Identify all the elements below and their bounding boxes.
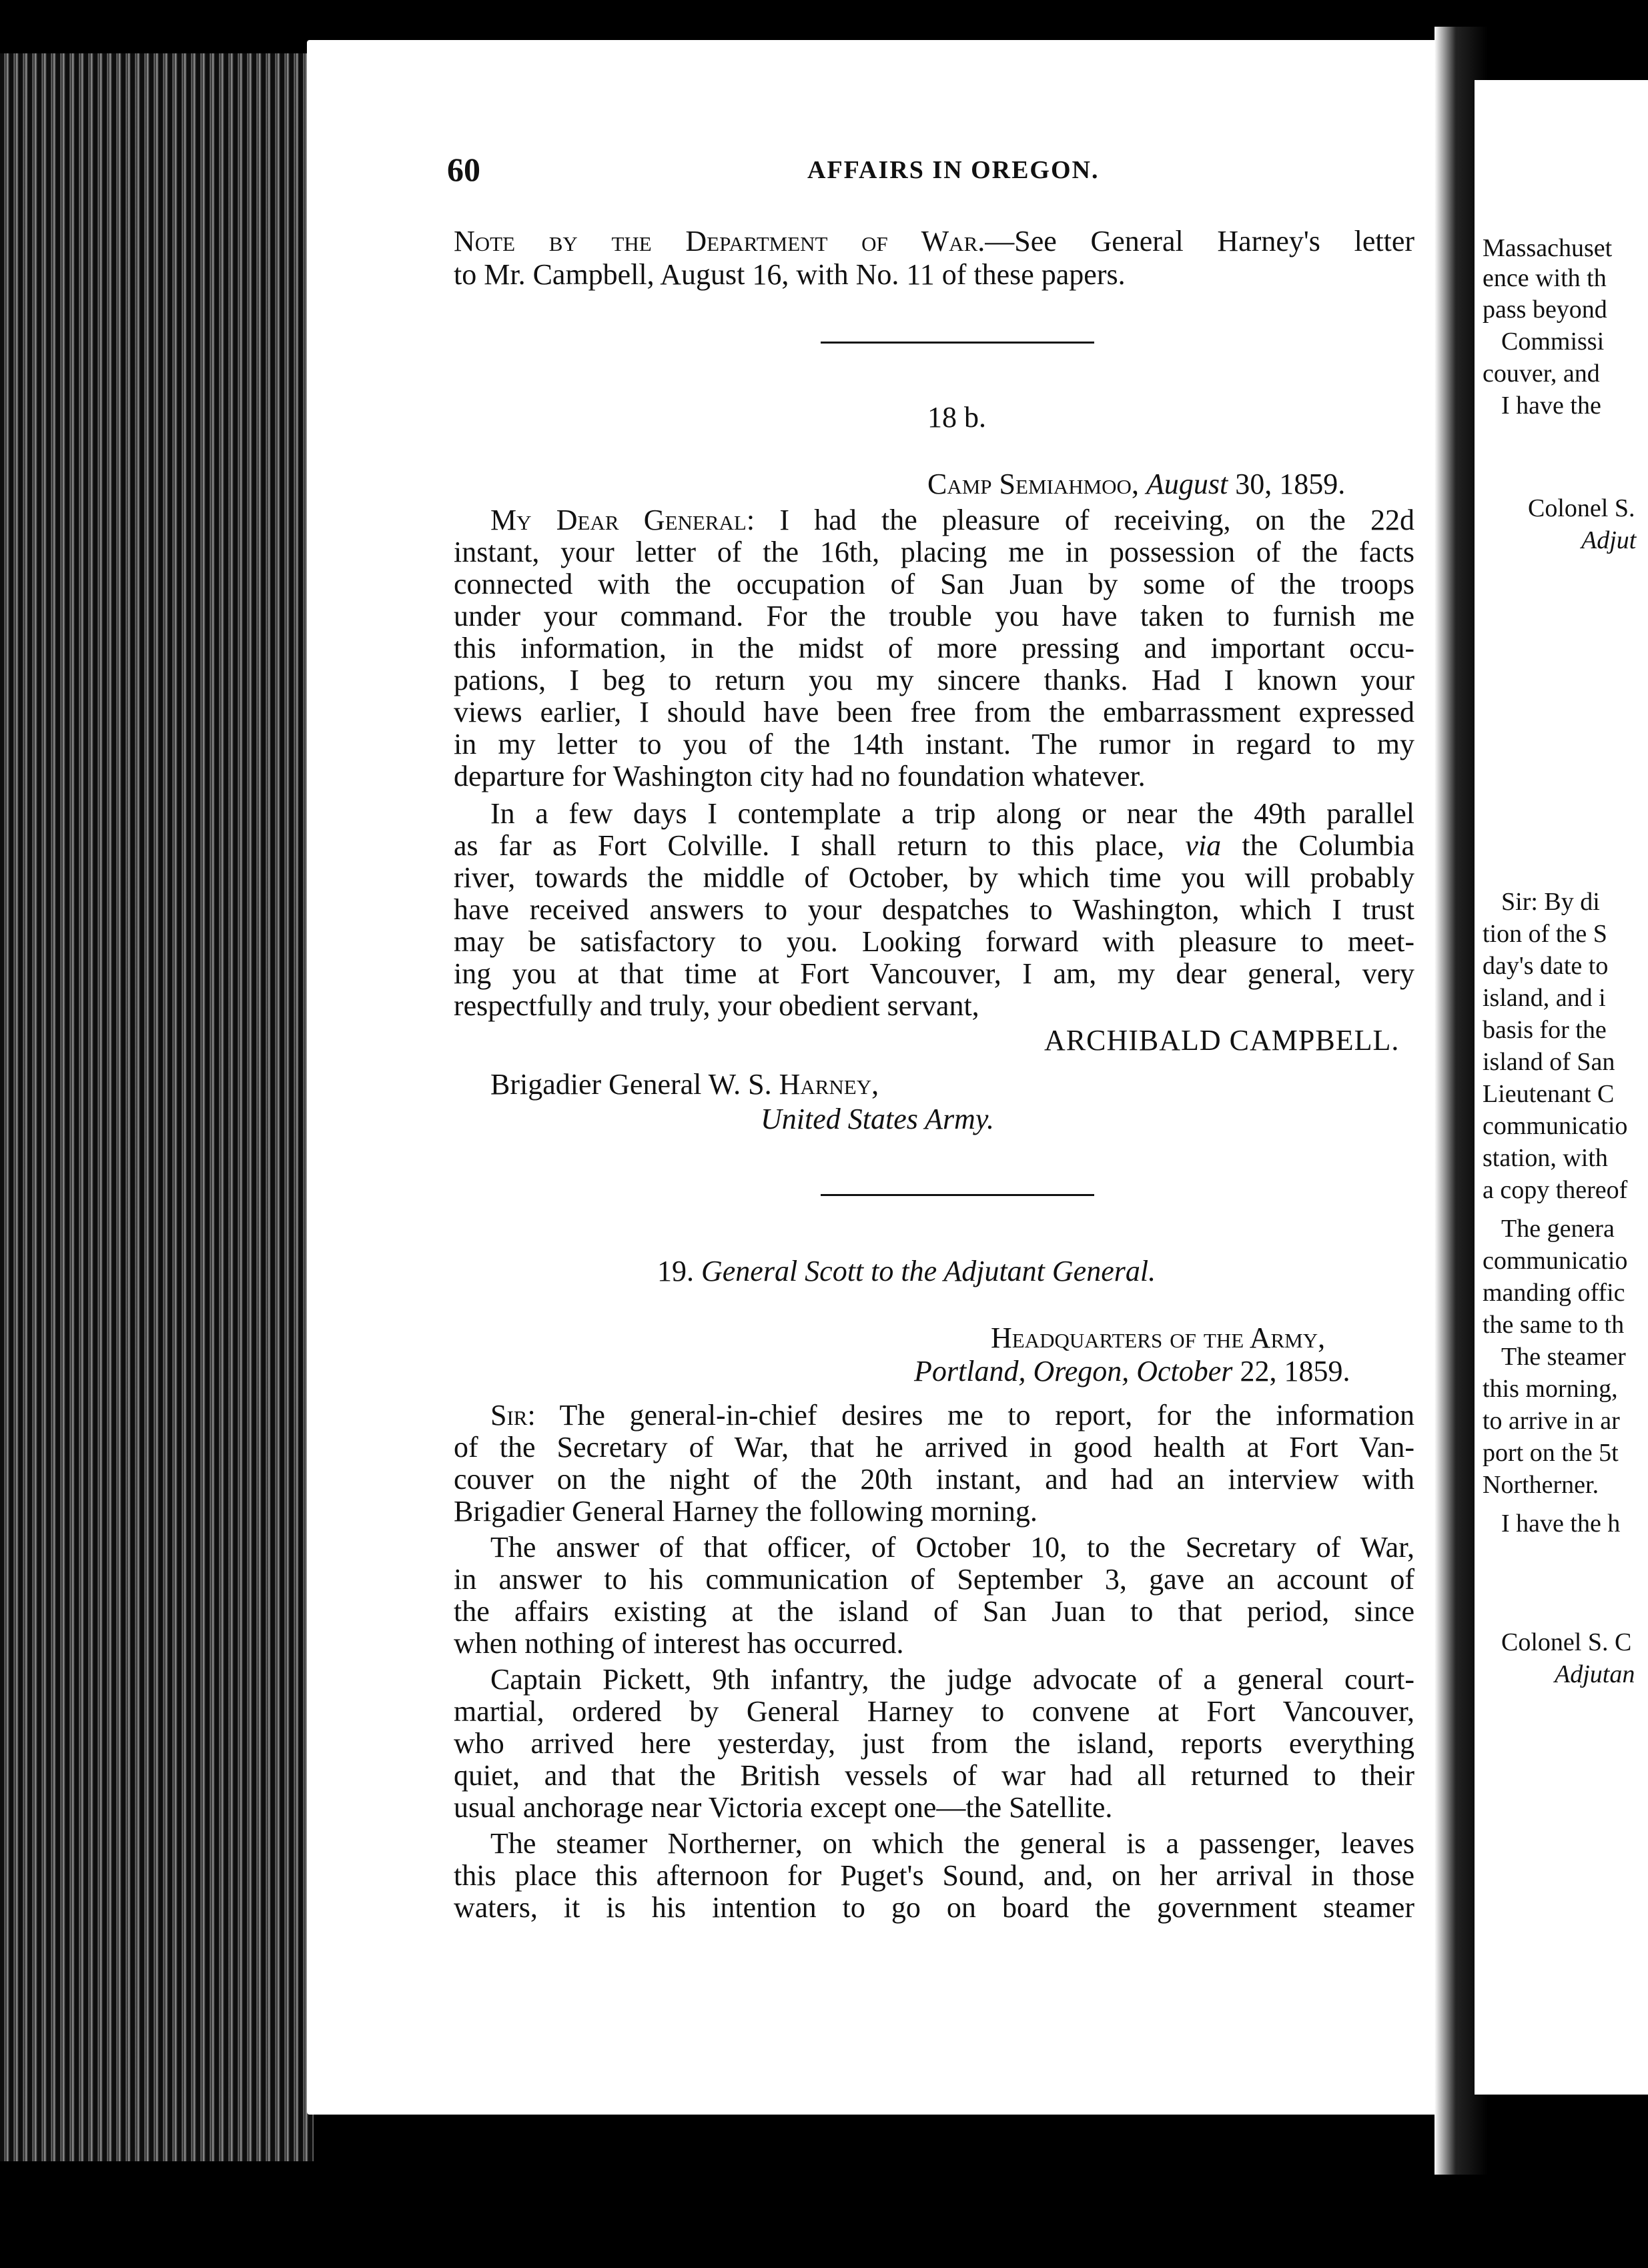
facing-line: communicatio: [1483, 1112, 1628, 1140]
facing-line: Colonel S. C: [1501, 1628, 1632, 1656]
paragraph-line: departure for Washington city had no foundation whatever.: [454, 760, 1146, 792]
facing-line: Adjut: [1581, 526, 1637, 554]
paragraph-line: In a few days I contemplate a trip along or near the 49th parallel: [490, 797, 1414, 830]
facing-line: basis for the: [1483, 1016, 1607, 1044]
facing-line: a copy thereof: [1483, 1176, 1628, 1204]
facing-line: Commissi: [1501, 328, 1605, 356]
dateline-date: 30, 1859.: [1235, 468, 1346, 500]
paragraph-line: [454, 831, 1414, 861]
dateline: [927, 467, 1345, 501]
facing-page: [1475, 80, 1648, 2095]
paragraph-line: The steamer Northerner, on which the general is a passenger, leaves: [490, 1827, 1414, 1860]
note-line-2: to Mr. Campbell, August 16, with No. 11 of these papers.: [454, 258, 1126, 291]
signature: ARCHIBALD CAMPBELL.: [1044, 1024, 1400, 1057]
addressee-org: United States Army.: [761, 1103, 994, 1135]
book-fore-edge: [0, 53, 314, 2161]
section-divider: [821, 1194, 1094, 1196]
note-text: —See General Harney's letter: [985, 225, 1414, 257]
paragraph-line: river, towards the middle of October, by which time you will probably: [454, 861, 1414, 894]
dateline-month: August: [1146, 468, 1228, 500]
paragraph-line: usual anchorage near Victoria except one—the Satellite.: [454, 1791, 1113, 1824]
facing-line: Northerner.: [1483, 1471, 1599, 1499]
paragraph-line: instant, your letter of the 16th, placing me in possession of the facts: [454, 536, 1414, 568]
paragraph-line: quiet, and that the British vessels of war had all returned to their: [454, 1759, 1414, 1792]
facing-line: couver, and: [1483, 360, 1600, 388]
facing-line: island, and i: [1483, 984, 1606, 1012]
paragraph-line: under your command. For the trouble you have taken to furnish me: [454, 600, 1414, 632]
page-number: 60: [447, 151, 480, 188]
document-number: 18 b.: [927, 401, 986, 434]
facing-line: Sir: By di: [1501, 888, 1600, 916]
facing-line: tion of the S: [1483, 920, 1607, 948]
dateline-place: Headquarters of the Army,: [991, 1321, 1326, 1354]
facing-line: I have the h: [1501, 1510, 1621, 1538]
paragraph-line: the affairs existing at the island of San Juan to that period, since: [454, 1595, 1414, 1628]
facing-line: this morning,: [1483, 1375, 1618, 1403]
paragraph-text: I had the pleasure of receiving, on the 22d: [755, 504, 1414, 536]
note-label: Note by the Department of War.: [454, 225, 985, 257]
paragraph-line: [490, 1401, 1414, 1430]
facing-line: Adjutan: [1555, 1660, 1635, 1688]
facing-line: island of San: [1483, 1048, 1615, 1076]
facing-line: The genera: [1501, 1215, 1615, 1243]
facing-line: station, with: [1483, 1144, 1608, 1172]
paragraph-line: of the Secretary of War, that he arrived in good health at Fort Van-: [454, 1431, 1414, 1464]
addressee-name: Harney,: [779, 1068, 879, 1101]
facing-line: to arrive in ar: [1483, 1407, 1620, 1435]
facing-line: communicatio: [1483, 1247, 1628, 1275]
section-divider: [821, 342, 1094, 344]
paragraph-text: The general-in-chief desires me to report, for the information: [535, 1399, 1414, 1432]
paragraph-line: who arrived here yesterday, just from the island, reports everything: [454, 1727, 1414, 1760]
paragraph-line: when nothing of interest has occurred.: [454, 1627, 904, 1660]
note-line-1: [454, 227, 1414, 256]
facing-line: Colonel S.: [1528, 494, 1635, 522]
paragraph-line: in answer to his communication of September 3, gave an account of: [454, 1563, 1414, 1596]
paragraph-text: the Columbia: [1221, 829, 1414, 862]
via-word: via: [1185, 829, 1222, 862]
salutation: My Dear General:: [490, 504, 755, 536]
paragraph-line: this place this afternoon for Puget's Sound, and, on her arrival in those: [454, 1859, 1414, 1892]
document-number: 19.: [657, 1255, 694, 1287]
running-head: AFFAIRS IN OREGON.: [807, 156, 1100, 184]
paragraph-line: ing you at that time at Fort Vancouver, I am, my dear general, very: [454, 957, 1414, 990]
salutation: Sir:: [490, 1399, 536, 1432]
dateline-place: Camp Semiahmoo,: [927, 468, 1139, 500]
paragraph-line: Brigadier General Harney the following morning.: [454, 1495, 1038, 1528]
document-heading: [657, 1254, 1156, 1288]
paragraph-line: The answer of that officer, of October 10, to the Secretary of War,: [490, 1531, 1414, 1564]
paragraph-line: couver on the night of the 20th instant, and had an interview with: [454, 1463, 1414, 1496]
facing-line: pass beyond: [1483, 296, 1607, 324]
paragraph-line: martial, ordered by General Harney to convene at Fort Vancouver,: [454, 1695, 1414, 1728]
paragraph-line: may be satisfactory to you. Looking forward with pleasure to meet-: [454, 925, 1414, 958]
addressee: [490, 1067, 879, 1101]
facing-line: Massachuset: [1483, 234, 1613, 262]
paragraph-line: have received answers to your despatches to Washington, which I trust: [454, 893, 1414, 926]
facing-line: port on the 5t: [1483, 1439, 1619, 1467]
facing-line: ence with th: [1483, 264, 1607, 292]
facing-line: Lieutenant C: [1483, 1080, 1615, 1108]
facing-line: the same to th: [1483, 1311, 1625, 1339]
dateline: [914, 1354, 1350, 1388]
paragraph-text: as far as Fort Colville. I shall return to this place,: [454, 829, 1165, 862]
paragraph-line: in my letter to you of the 14th instant. The rumor in regard to my: [454, 728, 1414, 760]
paragraph-line: waters, it is his intention to go on board the government steamer: [454, 1891, 1414, 1924]
paragraph-line: views earlier, I should have been free from the embarrassment expressed: [454, 696, 1414, 728]
paragraph-line: pations, I beg to return you my sincere thanks. Had I known your: [454, 664, 1414, 696]
paragraph-line: respectfully and truly, your obedient servant,: [454, 989, 979, 1022]
facing-line: The steamer: [1501, 1343, 1626, 1371]
dateline-date: 22, 1859.: [1240, 1355, 1350, 1387]
page-header: [447, 150, 1421, 190]
paragraph-line: this information, in the midst of more pressing and important occu-: [454, 632, 1414, 664]
paragraph-line: Captain Pickett, 9th infantry, the judge advocate of a general court-: [490, 1663, 1414, 1696]
facing-line: manding offic: [1483, 1279, 1625, 1307]
document-title: General Scott to the Adjutant General.: [701, 1255, 1156, 1287]
addressee-title: Brigadier General W. S.: [490, 1068, 772, 1101]
paragraph-line: [490, 506, 1414, 535]
paragraph-line: connected with the occupation of San Juan by some of the troops: [454, 568, 1414, 600]
dateline-location: Portland, Oregon, October: [914, 1355, 1233, 1387]
facing-line: I have the: [1501, 392, 1601, 420]
facing-line: day's date to: [1483, 952, 1609, 980]
